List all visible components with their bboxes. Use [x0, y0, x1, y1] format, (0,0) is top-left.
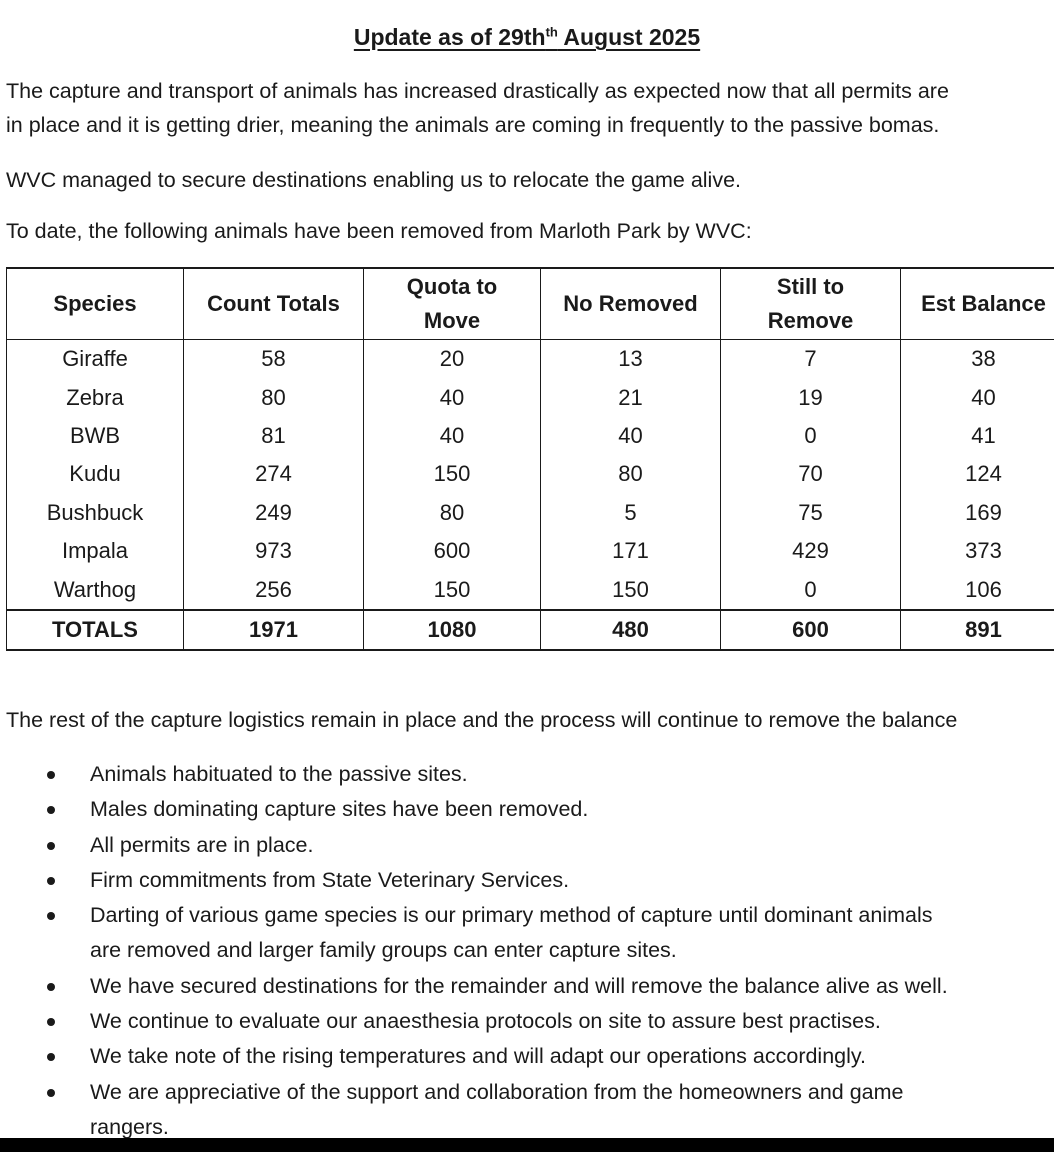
cell-still: 19	[721, 378, 901, 416]
table-intro-paragraph: To date, the following animals have been removed from Marloth Park by WVC:	[6, 219, 752, 243]
bullet-icon	[47, 1089, 55, 1097]
cell-count: 249	[184, 494, 364, 532]
destinations-paragraph: WVC managed to secure destinations enabling us to relocate the game alive.	[6, 168, 742, 192]
cell-quota: 40	[364, 417, 541, 455]
cell-still: 429	[721, 532, 901, 570]
bullet-text-line-2: rangers.	[90, 1114, 169, 1138]
totals-removed: 480	[541, 610, 721, 650]
cell-quota: 600	[364, 532, 541, 570]
cell-quota: 150	[364, 455, 541, 493]
cell-count: 58	[184, 340, 364, 379]
bullet-text: Males dominating capture sites have been removed.	[90, 797, 589, 822]
bullet-text-line-1: Darting of various game species is our primary method of capture until dominant animals	[90, 903, 933, 928]
list-item	[0, 828, 1050, 863]
cell-still: 7	[721, 340, 901, 379]
bullet-icon	[47, 912, 55, 920]
bullet-icon	[47, 1053, 55, 1061]
table-row	[7, 532, 1054, 570]
cell-balance: 169	[901, 494, 1054, 532]
cell-count: 80	[184, 378, 364, 416]
cell-balance: 40	[901, 378, 1054, 416]
header-quota-to-move	[364, 268, 541, 340]
header-species: Species	[7, 268, 184, 340]
bullet-text: We continue to evaluate our anaesthesia protocols on site to assure best practises.	[90, 1009, 881, 1034]
closing-paragraph: The rest of the capture logistics remain in place and the process will continue to remove the balance	[6, 708, 958, 732]
table-row	[7, 570, 1054, 609]
cell-species: Impala	[7, 532, 184, 570]
intro-paragraph	[6, 74, 1052, 142]
animals-removed-table	[6, 267, 1054, 651]
cell-balance: 373	[901, 532, 1054, 570]
list-item	[0, 969, 1050, 1004]
cell-species: Warthog	[7, 570, 184, 609]
bullet-text: All permits are in place.	[90, 832, 314, 857]
cell-removed: 13	[541, 340, 721, 379]
bullet-text-line-2: are removed and larger family groups can enter capture sites.	[90, 938, 677, 963]
cell-removed: 80	[541, 455, 721, 493]
cell-balance: 38	[901, 340, 1054, 379]
title-date-suffix: August 2025	[557, 24, 701, 50]
cell-balance: 124	[901, 455, 1054, 493]
totals-quota: 1080	[364, 610, 541, 650]
cell-species: Zebra	[7, 378, 184, 416]
bullet-text: Animals habituated to the passive sites.	[90, 762, 468, 786]
cell-still: 0	[721, 570, 901, 609]
bottom-edge-bar	[0, 1138, 1054, 1152]
table-row	[7, 340, 1054, 379]
list-item	[0, 1075, 1050, 1138]
table-row	[7, 378, 1054, 416]
header-est-balance: Est Balance	[901, 268, 1054, 340]
bullet-icon	[47, 806, 55, 814]
header-still-line-1: Still to	[776, 274, 845, 299]
cell-count: 973	[184, 532, 364, 570]
table-row	[7, 417, 1054, 455]
intro-line-1: The capture and transport of animals has increased drastically as expected now that all permits are	[6, 79, 949, 103]
header-quota-line-2: Move	[423, 308, 481, 333]
bullet-icon	[47, 771, 55, 779]
cell-removed: 21	[541, 378, 721, 416]
cell-count: 256	[184, 570, 364, 609]
logistics-bullet-list	[0, 757, 1050, 1138]
bullet-icon	[47, 877, 55, 885]
cell-removed: 171	[541, 532, 721, 570]
cell-quota: 80	[364, 494, 541, 532]
list-item	[0, 792, 1050, 827]
cell-quota: 150	[364, 570, 541, 609]
list-item	[0, 898, 1050, 969]
bullet-icon	[47, 983, 55, 991]
header-quota-line-1: Quota to	[406, 274, 498, 299]
header-no-removed: No Removed	[541, 268, 721, 340]
cell-still: 0	[721, 417, 901, 455]
bullet-icon	[47, 1018, 55, 1026]
list-item	[0, 863, 1050, 898]
bullet-text-line-1: We are appreciative of the support and collaboration from the homeowners and game	[90, 1079, 904, 1104]
cell-species: Giraffe	[7, 340, 184, 379]
title-date-prefix: Update as of 29th	[353, 24, 546, 50]
table-row	[7, 494, 1054, 532]
cell-species: Kudu	[7, 455, 184, 493]
header-count-totals: Count Totals	[184, 268, 364, 340]
cell-removed: 150	[541, 570, 721, 609]
cell-quota: 20	[364, 340, 541, 379]
header-still-line-2: Remove	[767, 308, 854, 333]
list-item	[0, 1004, 1050, 1039]
cell-species: Bushbuck	[7, 494, 184, 532]
bullet-icon	[47, 842, 55, 850]
totals-count: 1971	[184, 610, 364, 650]
cell-species: BWB	[7, 417, 184, 455]
header-still-to-remove	[721, 268, 901, 340]
totals-label: TOTALS	[7, 610, 184, 650]
totals-still: 600	[721, 610, 901, 650]
cell-quota: 40	[364, 378, 541, 416]
bullet-text: Firm commitments from State Veterinary Services.	[90, 867, 570, 892]
cell-count: 81	[184, 417, 364, 455]
cell-still: 70	[721, 455, 901, 493]
cell-still: 75	[721, 494, 901, 532]
totals-balance: 891	[901, 610, 1054, 650]
table-header-row	[7, 268, 1054, 340]
bullet-text: We have secured destinations for the remainder and will remove the balance alive as well.	[90, 973, 948, 998]
table-row	[7, 455, 1054, 493]
cell-removed: 40	[541, 417, 721, 455]
cell-count: 274	[184, 455, 364, 493]
list-item	[0, 757, 1050, 792]
bullet-text: We take note of the rising temperatures and will adapt our operations accordingly.	[90, 1044, 867, 1069]
title-ordinal-sup: th	[545, 24, 558, 40]
cell-balance: 41	[901, 417, 1054, 455]
cell-balance: 106	[901, 570, 1054, 609]
list-item	[0, 1039, 1050, 1074]
totals-row	[7, 610, 1054, 650]
page-title	[0, 20, 1054, 54]
cell-removed: 5	[541, 494, 721, 532]
intro-line-2: in place and it is getting drier, meaning the animals are coming in frequently to the passive bomas.	[6, 113, 940, 137]
